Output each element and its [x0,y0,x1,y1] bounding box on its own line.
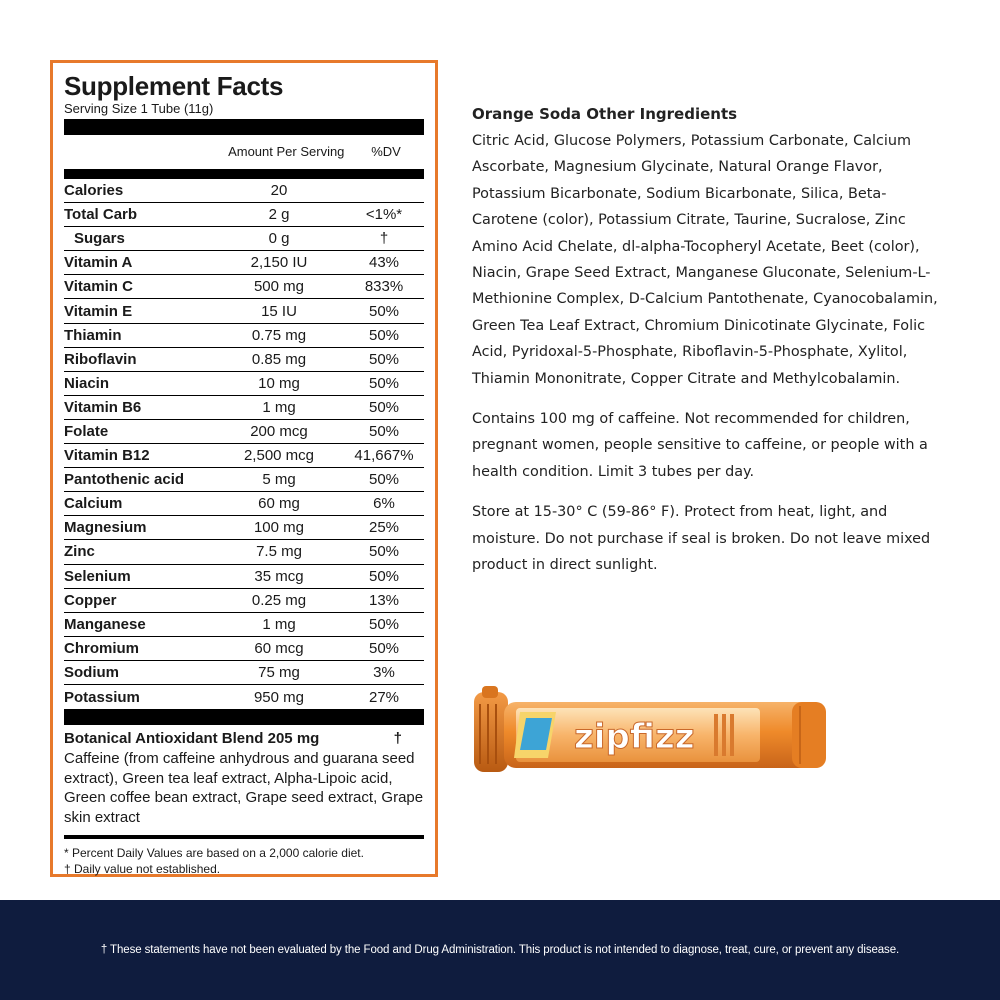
nutrient-amount: 0.25 mg [251,591,307,609]
nutrient-row [64,661,424,685]
nutrient-row [64,637,424,661]
nutrient-row [64,420,424,444]
nutrient-amount: 75 mg [258,663,300,681]
nutrient-name: Potassium [64,688,140,706]
nutrient-dv: 43% [368,254,400,272]
nutrient-name: Calcium [64,495,123,513]
nutrient-name: Riboflavin [64,350,137,368]
nutrient-table [64,179,424,709]
nutrient-amount: 35 mcg [254,567,304,585]
nutrient-row [64,468,424,492]
caffeine-warning: Contains 100 mg of caffeine. Not recommended for children, pregnant women, people sensitive to caffeine, or people with a health condition. Limit 3 tubes per day. [472,411,928,480]
nutrient-name: Sodium [64,663,119,681]
product-tube-image [470,684,830,784]
footnotes [64,839,424,877]
nutrient-name: Vitamin B6 [64,398,142,416]
divider-bar [64,709,424,725]
nutrient-amount: 100 mg [253,519,305,537]
nutrient-row [64,372,424,396]
nutrient-row [64,613,424,637]
blend-dv: † [393,730,402,748]
nutrient-dv: 50% [368,374,400,392]
nutrient-amount: 5 mg [262,471,296,489]
nutrient-amount: 7.5 mg [256,543,302,561]
nutrient-amount: 10 mg [258,374,300,392]
nutrient-dv: 6% [373,495,395,513]
nutrient-amount: 1 mg [262,615,296,633]
nutrient-dv: 50% [368,543,400,561]
storage-instructions: Store at 15-30° C (59-86° F). Protect from heat, light, and moisture. Do not purchase if seal is broken. Do not leave mixed product in direct sunlight. [472,504,931,574]
brand-logo: zipfizz [574,717,695,757]
nutrient-amount: 0 g [268,230,290,248]
nutrient-row [64,299,424,323]
amount-header: Amount Per Serving [228,144,345,159]
nutrient-name: Vitamin C [64,278,133,296]
nutrient-name: Vitamin B12 [64,447,150,465]
nutrient-dv: 25% [368,519,400,537]
nutrient-dv: 3% [373,663,395,681]
nutrient-amount: 200 mcg [250,422,308,440]
nutrient-dv: <1%* [365,206,403,224]
nutrient-amount: 950 mg [253,688,305,706]
nutrient-row [64,444,424,468]
nutrient-row [64,685,424,709]
nutrient-name: Thiamin [64,326,122,344]
divider-bar [64,119,424,135]
other-ingredients [472,100,952,579]
nutrient-dv: 50% [368,326,400,344]
dv-header: %DV [371,144,401,159]
nutrient-name: Manganese [64,615,146,633]
nutrient-row [64,348,424,372]
footnote-dagger: † Daily value not established. [64,862,221,877]
nutrient-name: Vitamin E [64,302,133,320]
nutrient-name: Magnesium [64,519,147,537]
nutrient-dv: 13% [368,591,400,609]
supplement-facts-panel [50,60,438,877]
nutrient-name: Chromium [64,639,139,657]
nutrient-dv: † [379,230,389,248]
nutrient-dv: 50% [368,398,400,416]
column-header-row [64,135,424,170]
nutrient-amount: 1 mg [262,398,296,416]
blend-ingredients: Caffeine (from caffeine anhydrous and guarana seed extract), Green tea leaf extract, Alpha-Lipoic acid, Green coffee bean extract, Grape seed extract, Grape skin extract [64,750,424,826]
nutrient-dv: 833% [364,278,404,296]
nutrient-amount: 15 IU [261,302,297,320]
nutrient-row [64,540,424,564]
nutrient-dv: 50% [368,567,400,585]
nutrient-amount: 60 mg [258,495,300,513]
nutrient-dv: 50% [368,302,400,320]
nutrient-name: Vitamin A [64,254,133,272]
nutrient-dv: 50% [368,615,400,633]
nutrient-row [64,589,424,613]
blend-header [64,725,424,749]
nutrient-amount: 60 mcg [254,639,304,657]
nutrient-dv: 50% [368,350,400,368]
tube-icon [470,684,830,784]
nutrient-name: Selenium [64,567,131,585]
nutrient-name: Zinc [64,543,95,561]
nutrient-row [64,516,424,540]
nutrient-amount: 500 mg [253,278,305,296]
nutrient-amount: 20 [270,182,288,200]
nutrient-name: Total Carb [64,206,138,224]
fda-disclaimer: † These statements have not been evaluated by the Food and Drug Administration. This product is not intended to diagnose, treat, cure, or prevent any disease. [100,944,900,956]
blend-name: Botanical Antioxidant Blend 205 mg [64,730,320,748]
nutrient-row [64,565,424,589]
nutrient-dv: 50% [368,422,400,440]
ingredients-title: Orange Soda Other Ingredients [472,105,738,123]
nutrient-name: Sugars [74,230,125,248]
facts-title: Supplement Facts [64,71,284,101]
nutrient-dv: 41,667% [354,447,414,465]
nutrient-row [64,275,424,299]
serving-size: Serving Size 1 Tube (11g) [64,101,214,116]
nutrient-amount: 2,500 mcg [243,447,315,465]
nutrient-name: Copper [64,591,117,609]
nutrient-dv: 50% [368,639,400,657]
nutrient-dv: 27% [368,688,400,706]
nutrient-row [64,179,424,203]
nutrient-amount: 2,150 IU [250,254,308,272]
ingredients-text: Citric Acid, Glucose Polymers, Potassium Carbonate, Calcium Ascorbate, Magnesium Glycinate, Natural Orange Flavor, Potassium Bicarbonate, Sodium Bicarbonate, Silica, Beta-Carotene (color), Potassium Citrate, Taurine, Sucralose, Zinc Amino Acid Chelate, dl-alpha-Tocopheryl Acetate, Beet (color), Niacin, Grape Seed Extract, Manganese Gluconate, Selenium-L-Methionine Complex, D-Calcium Pantothenate, Cyanocobalamin, Green Tea Leaf Extract, Chromium Dinicotinate Glycinate, Folic Acid, Pyridoxal-5-Phosphate, Riboflavin-5-Phosphate, Xylitol, Thiamin Mononitrate, Copper Citrate and Methylcobalamin. [472,133,938,387]
nutrient-row [64,203,424,227]
nutrient-name: Niacin [64,374,110,392]
nutrient-dv: 50% [368,471,400,489]
nutrient-name: Folate [64,422,109,440]
divider-bar [64,170,424,179]
nutrient-row [64,251,424,275]
nutrient-name: Pantothenic acid [64,471,185,489]
nutrient-row [64,492,424,516]
nutrient-row [64,396,424,420]
nutrient-row [64,324,424,348]
footnote-dv: * Percent Daily Values are based on a 2,000 calorie diet. [64,846,364,861]
nutrient-name: Calories [64,182,124,200]
nutrient-amount: 0.75 mg [251,326,307,344]
nutrient-amount: 0.85 mg [251,350,307,368]
nutrient-row [64,227,424,251]
disclaimer-footer [0,900,1000,1000]
nutrient-amount: 2 g [268,206,290,224]
